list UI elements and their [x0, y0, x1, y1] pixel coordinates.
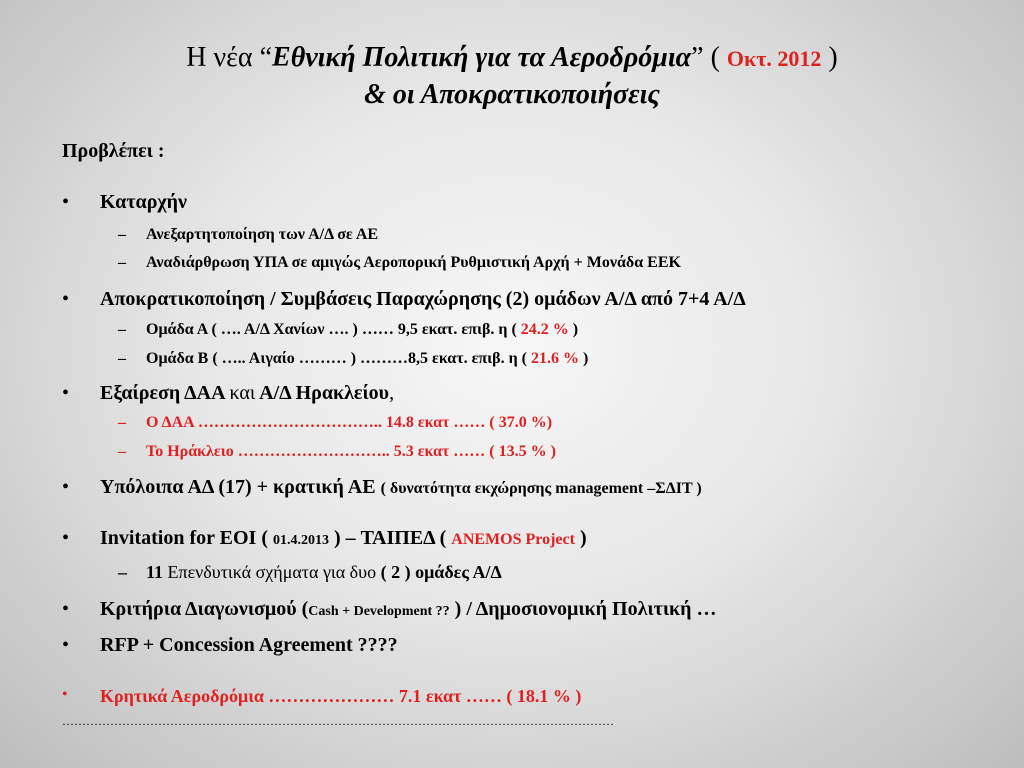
bullet-text: Αποκρατικοποίηση / Συμβάσεις Παραχώρησης (2) ομάδων Α/Δ από 7+4 Α/Δ — [100, 288, 746, 310]
bullet-icon: • — [62, 686, 68, 703]
sub-text: Ομάδα Α ( …. Α/Δ Χανίων …. ) …… 9,5 εκατ. επιβ. η ( 24.2 % ) — [146, 321, 579, 338]
title-line2: & οι Αποκρατικοποιήσεις — [364, 79, 660, 110]
title-date: Οκτ. 2012 — [726, 46, 822, 71]
dash-icon: – — [118, 562, 127, 582]
sub-text: Ανεξαρτητοποίηση των Α/Δ σε ΑΕ — [146, 226, 379, 243]
bullet-icon: • — [62, 191, 70, 213]
slide-title — [0, 40, 1024, 113]
title-prefix: Η νέα “ — [186, 42, 273, 73]
bullet-icon: • — [62, 527, 70, 549]
title-paren: ) — [828, 42, 838, 73]
bullet-text: Κριτήρια Διαγωνισμού (Cash + Development ?? ) / Δημοσιονομική Πολιτική … — [100, 598, 717, 620]
bullet-icon: • — [62, 598, 70, 620]
sub-text: 11 Επενδυτικά σχήματα για δυο ( 2 ) ομάδες Α/Δ — [146, 562, 502, 582]
bullet-icon: • — [62, 288, 70, 310]
title-italic: Εθνική Πολιτική για τα Αεροδρόμια — [272, 42, 692, 73]
bullet-text: Καταρχήν — [100, 191, 187, 213]
sub-text: Ομάδα Β ( ….. Αιγαίο ……… ) ………8,5 εκατ. επιβ. η ( 21.6 % ) — [146, 350, 589, 367]
dash-icon: – — [118, 321, 126, 338]
section-heading: Προβλέπει : — [62, 140, 165, 162]
title-quote: ” ( — [691, 42, 720, 73]
bullet-icon: • — [62, 382, 70, 404]
dash-icon: – — [118, 254, 126, 271]
dash-icon: – — [118, 350, 126, 367]
sub-text: Ο ΔΑΑ …………………………….. 14.8 εκατ …… ( 37.0 %) — [146, 414, 553, 431]
dash-icon: – — [118, 226, 126, 243]
sub-text: Το Ηράκλειο ……………………….. 5.3 εκατ …… ( 13.5 % ) — [146, 443, 556, 460]
dash-icon: – — [118, 414, 126, 431]
bullet-text: Invitation for EOI ( 01.4.2013 ) – ΤΑΙΠΕΔ ( ANEMOS Project ) — [100, 527, 587, 549]
bullet-icon: • — [62, 476, 70, 498]
dash-icon: – — [118, 443, 126, 460]
bullet-text: Εξαίρεση ΔΑΑ και Α/Δ Ηρακλείου, — [100, 382, 395, 404]
project-name: ANEMOS Project — [451, 531, 575, 548]
sub-text: Αναδιάρθρωση ΥΠΑ σε αμιγώς Αεροπορική Ρυθμιστική Αρχή + Μονάδα ΕΕΚ — [146, 254, 681, 271]
pct-value: 24.2 % — [520, 321, 569, 338]
bullet-text: Κρητικά Αεροδρόμια ………………… 7.1 εκατ …… ( 18.1 % ) — [100, 686, 582, 706]
bullet-text: RFP + Concession Agreement ???? — [100, 634, 398, 656]
bullet-text: Υπόλοιπα ΑΔ (17) + κρατική ΑΕ ( δυνατότητα εκχώρησης management –ΣΔΙΤ ) — [100, 476, 702, 498]
bullet-icon: • — [62, 634, 70, 656]
dotted-divider: ………………………………………………………………………………………………………………………… — [62, 714, 614, 728]
pct-value: 21.6 % — [530, 350, 579, 367]
